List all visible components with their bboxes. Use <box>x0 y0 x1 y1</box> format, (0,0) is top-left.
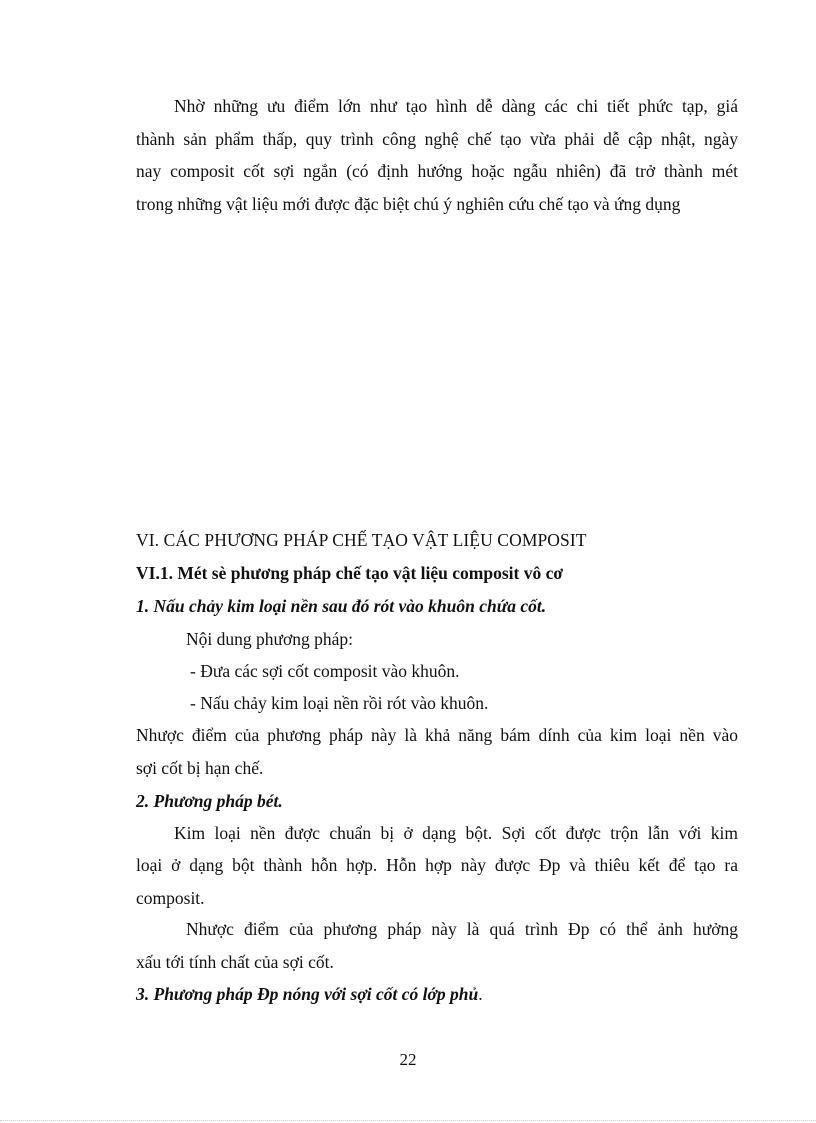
page-bottom-divider <box>0 1120 816 1121</box>
paragraph-line: nay composit cốt sợi ngắn (có định hướng hoặc ngẫu nhiên) đã trở thành mét <box>136 161 738 181</box>
method2-description-line: loại ở dạng bột thành hỗn hợp. Hỗn hợp này được Ðp và thiêu kết để tạo ra <box>136 855 738 875</box>
method1-drawback-line: Nhược điểm của phương pháp này là khả năng bám dính của kim loại nền vào <box>136 725 738 745</box>
method3-heading-end: . <box>478 984 483 1004</box>
method1-step: - Đưa các sợi cốt composit vào khuôn. <box>190 661 460 681</box>
section-title: VI. CÁC PHƯƠNG PHÁP CHẾ TẠO VẬT LIỆU COMPOSIT <box>136 530 587 550</box>
method1-content-label: Nội dung phương pháp: <box>186 629 353 649</box>
paragraph-line: trong những vật liệu mới được đặc biệt chú ý nghiên cứu chế tạo và ứng dụng <box>136 194 681 214</box>
method2-description-line: composit. <box>136 888 205 908</box>
paragraph-line: Nhờ những ưu điểm lớn như tạo hình dễ dàng các chi tiết phức tạp, giá <box>174 96 738 116</box>
method3-heading: 3. Phương pháp Ðp nóng với sợi cốt có lớp phủ <box>136 984 479 1004</box>
method2-drawback-line: Nhược điểm của phương pháp này là quá trình Ðp có thể ảnh hưởng <box>186 919 738 939</box>
method1-heading: 1. Nấu chảy kim loại nền sau đó rót vào khuôn chứa cốt. <box>136 596 547 616</box>
method2-description-line: Kim loại nền được chuẩn bị ở dạng bột. Sợi cốt được trộn lẫn với kim <box>174 823 738 843</box>
page-number: 22 <box>399 1050 417 1069</box>
section-subtitle: VI.1. Mét sè phương pháp chế tạo vật liệu composit vô cơ <box>136 563 564 583</box>
method1-step: - Nấu chảy kim loại nền rồi rót vào khuôn. <box>190 693 489 713</box>
paragraph-line: thành sản phẩm thấp, quy trình công nghệ chế tạo vừa phải dễ cập nhật, ngày <box>136 129 738 149</box>
method2-drawback-line: xấu tới tính chất của sợi cốt. <box>136 952 334 972</box>
method1-drawback-line: sợi cốt bị hạn chế. <box>136 758 264 778</box>
method3-heading-line <box>136 983 738 1005</box>
method2-heading: 2. Phương pháp bét. <box>136 791 283 811</box>
